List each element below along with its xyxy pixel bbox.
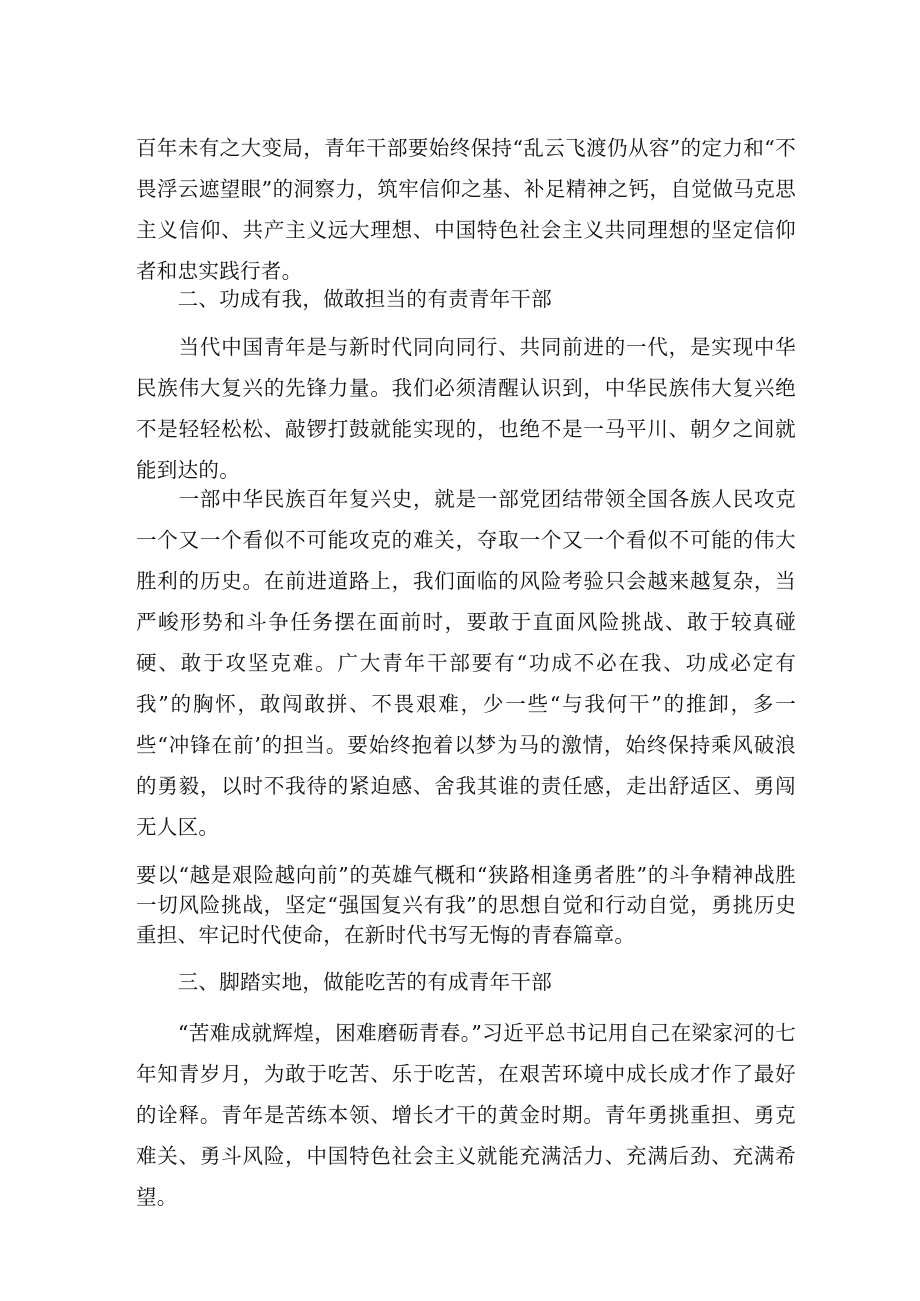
section-heading-2: 二、功成有我，做敢担当的有责青年干部	[136, 287, 552, 311]
paragraph-section3-1: “苦难成就辉煌，困难磨砺青春。”习近平总书记用自己在梁家河的七年知青岁月，为敢于吃苦、乐于吃苦，在艰苦环境中成长成才作了最好的诠释。青年是苦练本领、增长才干的黄金时期。青年勇挑重担、勇克难关、勇斗风险，中国特色社会主义就能充满活力、充满后劲、充满希望。	[136, 1021, 796, 1209]
paragraph-section2-3: 要以“越是艰险越向前”的英雄气概和“狭路相逢勇者胜”的斗争精神战胜一切风险挑战，坚定“强国复兴有我”的思想自觉和行动自觉，勇挑历史重担、牢记时代使命，在新时代书写无悔的青春篇章。	[136, 863, 796, 947]
section-heading-3: 三、脚踏实地，做能吃苦的有成青年干部	[136, 970, 552, 994]
paragraph-section2-1: 当代中国青年是与新时代同向同行、共同前进的一代，是实现中华民族伟大复兴的先锋力量。我们必须清醒认识到，中华民族伟大复兴绝不是轻轻松松、敲锣打鼓就能实现的，也绝不是一马平川、朝夕之间就能到达的。	[136, 335, 796, 482]
paragraph-intro: 百年未有之大变局，青年干部要始终保持“乱云飞渡仍从容”的定力和“不畏浮云遮望眼”的洞察力，筑牢信仰之基、补足精神之钙，自觉做马克思主义信仰、共产主义远大理想、中国特色社会主义共同理想的坚定信仰者和忠实践行者。	[136, 136, 796, 283]
paragraph-section2-2: 一部中华民族百年复兴史，就是一部党团结带领全国各族人民攻克一个又一个看似不可能攻克的难关，夺取一个又一个看似不可能的伟大胜利的历史。在前进道路上，我们面临的风险考验只会越来越复杂，当严峻形势和斗争任务摆在面前时，要敢于直面风险挑战、敢于较真碰硬、敢于攻坚克难。广大青年干部要有“功成不必在我、功成必定有我”的胸怀，敢闯敢拼、不畏艰难，少一些“与我何干”的推卸，多一些“冲锋在前’的担当。要始终抱着以梦为马的激情，始终保持乘风破浪的勇毅，以时不我待的紧迫感、舍我其谁的责任感，走出舒适区、勇闯无人区。	[136, 487, 796, 839]
